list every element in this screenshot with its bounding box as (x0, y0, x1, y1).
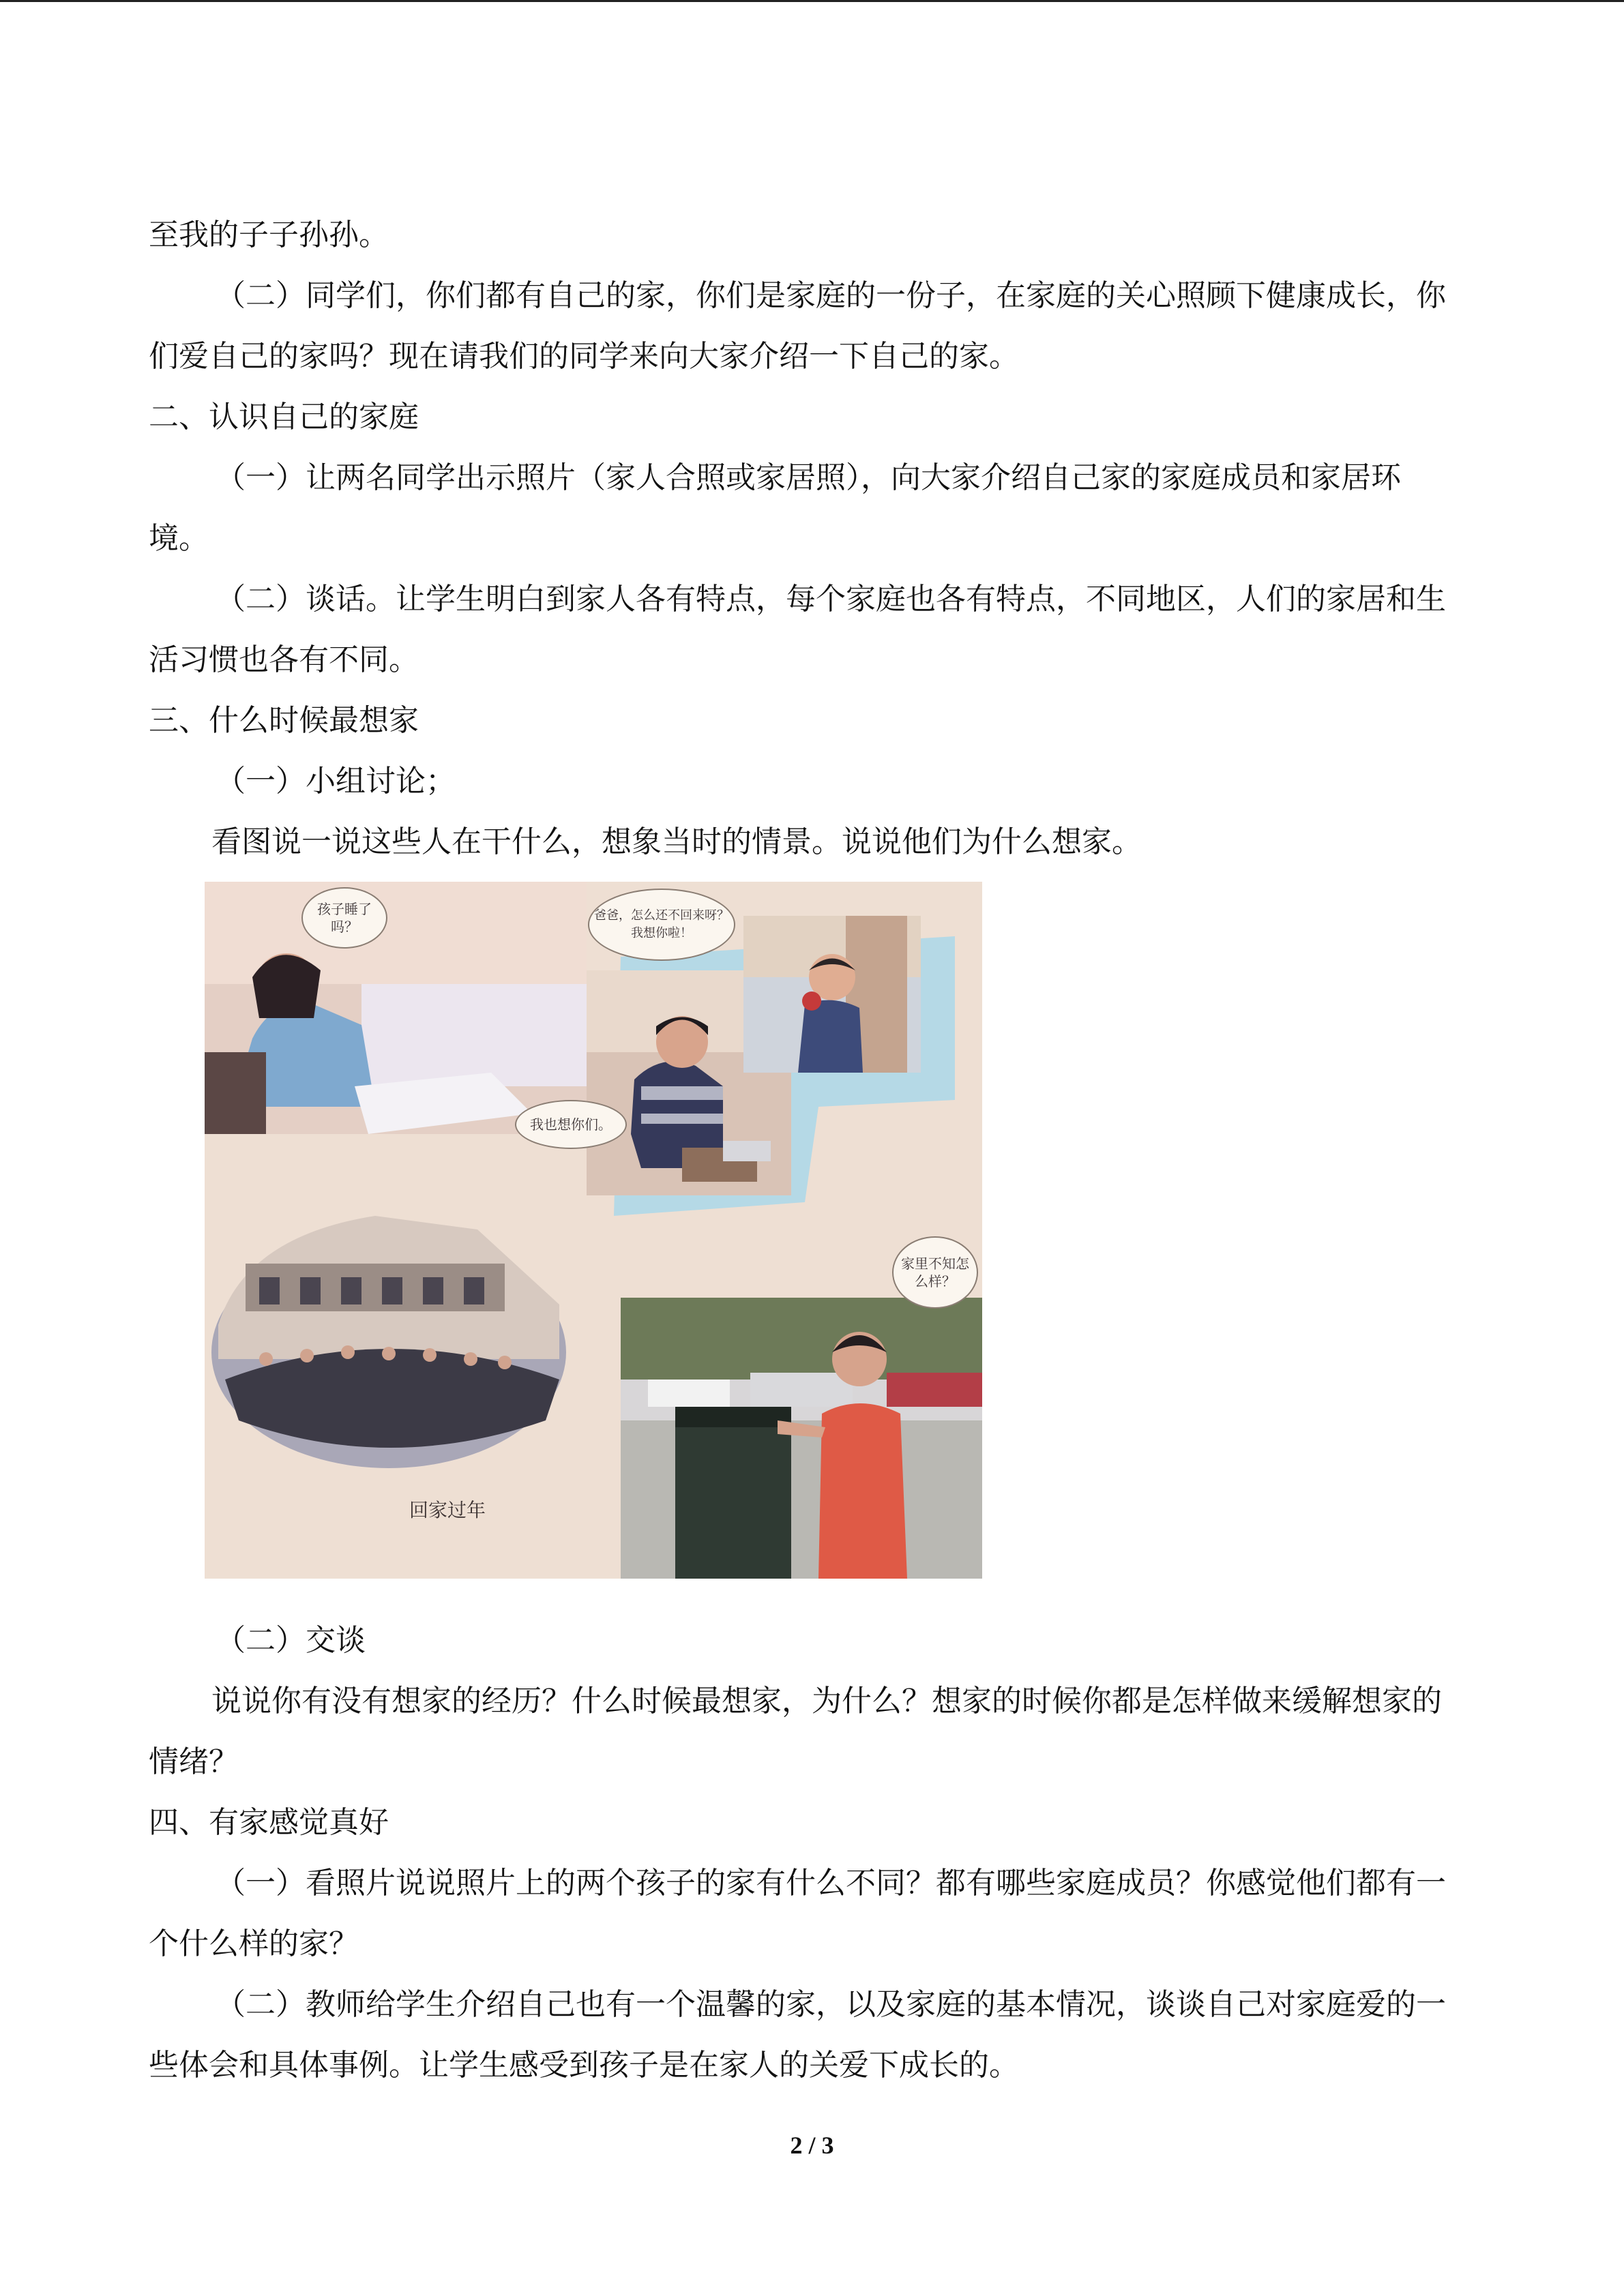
document-body (149, 205, 1458, 2096)
speech-bubble-man: 我也想你们。 (515, 1100, 627, 1149)
paragraph-3-2-question: 说说你有没有想家的经历？什么时候最想家，为什么？想家的时候你都是怎样做来缓解想家的情绪？ (149, 1684, 1442, 1779)
paragraph-3-2: （二）交谈 (216, 1623, 366, 1658)
paragraph-4-2: （二）教师给学生介绍自己也有一个温馨的家，以及家庭的基本情况，谈谈自己对家庭爱的一些体会和具体事例。让学生感受到孩子是在家人的关爱下成长的。 (149, 1987, 1446, 2083)
textbook-photo-collage (205, 882, 982, 1579)
paragraph-intro-2: （二）同学们，你们都有自己的家，你们是家庭的一份子，在家庭的关心照顾下健康成长，你们爱自己的家吗？现在请我们的同学来向大家介绍一下自己的家。 (149, 278, 1446, 374)
paragraph-2-1: （一）让两名同学出示照片（家人合照或家居照），向大家介绍自己家的家庭成员和家居环境。 (149, 460, 1401, 556)
speech-bubble-boy: 爸爸，怎么还不回来呀？我想你啦！ (588, 889, 735, 961)
page-number: 2 / 3 (790, 2132, 834, 2159)
collage-illustration (205, 882, 982, 1579)
top-border-line (0, 0, 1624, 2)
section-heading-4: 四、有家感觉真好 (149, 1805, 389, 1840)
section-heading-2: 二、认识自己的家庭 (149, 400, 419, 434)
paragraph-4-1: （一）看照片说说照片上的两个孩子的家有什么不同？都有哪些家庭成员？你感觉他们都有一个什么样的家？ (149, 1866, 1446, 1961)
paragraph-3-instruction: 看图说一说这些人在干什么，想象当时的情景。说说他们为什么想家。 (211, 824, 1142, 859)
paragraph-continuation: 至我的子子孙孙。 (149, 218, 389, 252)
photo-caption: 回家过年 (409, 1499, 486, 1521)
speech-bubble-woman: 孩子睡了吗？ (301, 887, 387, 949)
paragraph-3-1: （一）小组讨论； (216, 764, 456, 799)
speech-bubble-mailbox: 家里不知怎么样？ (892, 1236, 978, 1309)
paragraph-2-2: （二）谈话。让学生明白到家人各有特点，每个家庭也各有特点，不同地区，人们的家居和生活习惯也各有不同。 (149, 582, 1446, 677)
section-heading-3: 三、什么时候最想家 (149, 703, 419, 738)
